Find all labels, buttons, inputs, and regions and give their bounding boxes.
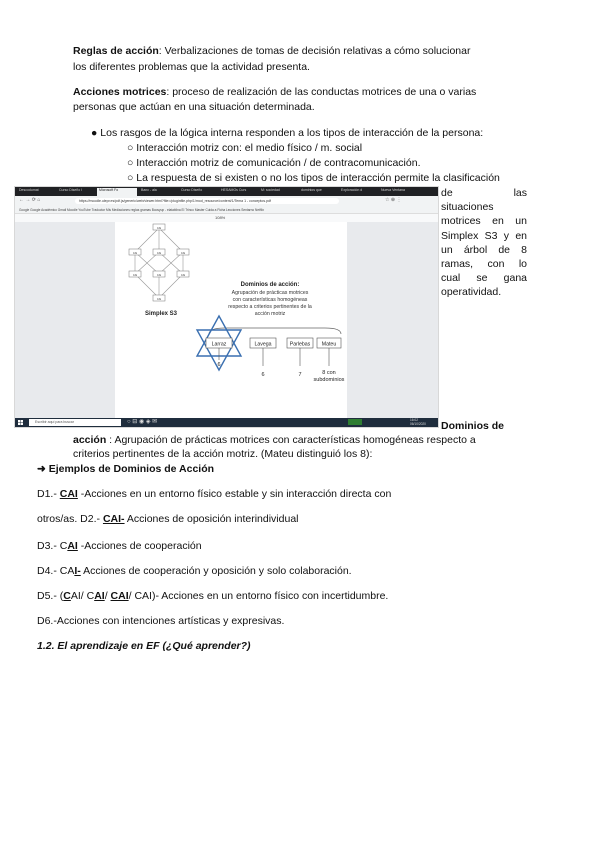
dominios-box-line: acción motriz xyxy=(254,311,286,317)
browser-tab: Curso Diseño xyxy=(181,188,203,192)
count-label: 8 con xyxy=(322,370,336,376)
acciones-line-2: personas que actúan en una situación determinada. xyxy=(73,101,315,113)
simplex-node-label: CAI xyxy=(156,273,162,277)
taskbar-search: Escribir aquí para buscar xyxy=(29,419,121,426)
author-label: Larraz xyxy=(211,341,227,348)
browser-tab: Descodumat xyxy=(19,188,39,192)
d2-code: CAI- xyxy=(102,513,125,525)
dominios-box-line: con características homogéneas xyxy=(232,297,308,303)
taskbar-app-icons: ○ ⊟ ◉ ◈ ✉ xyxy=(127,419,158,425)
ejemplos-heading: ➜ Ejemplos de Dominios de Acción xyxy=(37,463,215,475)
dominios-box-line: Agrupación de prácticas motrices xyxy=(231,290,309,296)
browser-tab: Curso Diseño I xyxy=(59,188,83,192)
browser-tab: HESAMOs Curs xyxy=(221,188,247,192)
d1-code: CAI xyxy=(59,488,78,500)
d5-line: D5.- (CAI/ CAI/ CAI/ CAI)- Acciones en un entorno físico con incertidumbre. xyxy=(37,590,389,602)
pdf-page xyxy=(115,222,347,418)
simplex-node-label: CAI xyxy=(132,251,138,255)
browser-tab: M: sociedad xyxy=(261,188,280,192)
simplex-node-label: CAI xyxy=(156,297,162,301)
back-arrow-icon: ← → ⟳ ⌂ xyxy=(19,197,41,203)
d3-line: D3.- CAI -Acciones de cooperación xyxy=(37,540,202,552)
bullet-sub-1: ○ Interacción motriz con: el medio físico / m. social xyxy=(127,142,363,154)
acciones-term: Acciones motrices xyxy=(73,86,167,98)
dominios-box-title: Dominios de acción: xyxy=(240,282,300,288)
pdf-zoom: 108% xyxy=(215,215,226,220)
taskbar-status-icon xyxy=(348,419,362,425)
browser-tab-active: Microsoft Fo xyxy=(97,188,137,196)
browser-tab-strip xyxy=(15,187,438,196)
subdominios-label: subdominios xyxy=(313,377,345,383)
d4-code: I- xyxy=(74,565,81,577)
author-label: Parlebas xyxy=(289,341,311,348)
dominios-term-b: acción xyxy=(73,434,107,446)
simplex-node-label: CAI xyxy=(132,273,138,277)
side-line-4: un árbol de 8 xyxy=(441,243,527,256)
browser-menu-icon: ☆ ⊕ ⋮ xyxy=(385,197,402,203)
browser-tab: Nueva Ventana xyxy=(381,188,405,192)
dominios-diagram xyxy=(115,222,347,418)
reglas-line-1: Reglas de acción: Verbalizaciones de tomas de decisión relativas a cómo solucionar xyxy=(73,45,471,57)
bookmarks-bar: Google Google Académico Gmail Moodle YouTube Traductor Mis Mediaciones reglas gramas Boosyup - elatablina El Trinco Master Cuida a Ficha Lecciones Sentarno Netflix xyxy=(15,206,438,214)
dominios-box-line: respecto a criterios pertinentes de la xyxy=(228,304,312,310)
count-label: 6 xyxy=(261,372,265,378)
d2-line: otros/as. D2.- CAI- Acciones de oposición interindividual xyxy=(37,513,299,525)
d1-line: D1.- CAI -Acciones en un entorno físico estable y sin interacción directa con xyxy=(37,488,392,500)
taskbar-clock: 16:02 06/10/2020 xyxy=(410,418,426,426)
reglas-line-2: los diferentes problemas que la actividad presenta. xyxy=(73,61,310,73)
browser-address-bar xyxy=(15,196,438,206)
bullet-main: ● Los rasgos de la lógica interna responden a los tipos de interacción de la persona: xyxy=(91,127,484,139)
side-line-2: motrices en un xyxy=(441,215,527,228)
side-line-7: operatividad. xyxy=(441,286,502,299)
dominios-def-line-1: acción : Agrupación de prácticas motrices con características homogéneas respecto a xyxy=(73,434,476,446)
side-line-6: cual se gana xyxy=(441,272,527,285)
count-label: 7 xyxy=(298,372,302,378)
simplex-node-label: CAI xyxy=(156,251,162,255)
bullet-sub-2: ○ Interacción motriz de comunicación / de contracomunicación. xyxy=(127,157,421,169)
side-line-5: ramas, con lo xyxy=(441,258,527,271)
dominios-term-a: Dominios de xyxy=(441,420,505,432)
author-label: Mateu xyxy=(321,341,337,348)
d3-code: AI xyxy=(67,540,78,552)
side-text xyxy=(441,186,527,300)
browser-tab: Exploración d xyxy=(341,188,363,192)
embedded-screenshot xyxy=(14,186,439,428)
windows-icon xyxy=(18,420,23,425)
dominios-def-line-2: criterios pertinentes de la acción motriz. (Mateu distinguió los 8): xyxy=(73,448,373,460)
side-line-1: situaciones xyxy=(441,201,494,214)
simplex-node-label: CAI xyxy=(156,226,162,230)
simplex-lattice xyxy=(132,228,183,298)
author-label: Lavega xyxy=(254,341,272,348)
side-line-0: de las xyxy=(441,187,527,199)
windows-taskbar xyxy=(15,418,438,427)
simplex-label: Simplex S3 xyxy=(145,311,178,317)
count-label: 6 xyxy=(217,362,221,368)
side-line-3: Simplex S3 y en xyxy=(441,229,527,242)
browser-tab: Banc - ala xyxy=(141,188,157,192)
d4-line: D4.- CAI- Acciones de cooperación y oposición y solo colaboración. xyxy=(37,565,352,577)
tree-arrows xyxy=(219,348,329,366)
browser-url: https://moodle.ulepr.es/pdf.js/generic/web/viewer.html?file=/pluginfile.php/1/mod_resource/content/1/Tema 1 - conceptos.pdf xyxy=(75,198,339,204)
browser-tab: dominios que xyxy=(301,188,322,192)
section-heading: 1.2. El aprendizaje en EF (¿Qué aprender?) xyxy=(37,640,251,652)
simplex-node-label: CAI xyxy=(180,251,186,255)
reglas-term: Reglas de acción xyxy=(73,45,159,57)
bullet-sub-3: ○ La respuesta de si existen o no los tipos de interacción permite la clasificación xyxy=(127,172,500,184)
simplex-node-label: CAI xyxy=(180,273,186,277)
d6-line: D6.-Acciones con intenciones artísticas y expresivas. xyxy=(37,615,285,627)
acciones-line-1: Acciones motrices: proceso de realización de las conductas motrices de una o varias xyxy=(73,86,477,98)
